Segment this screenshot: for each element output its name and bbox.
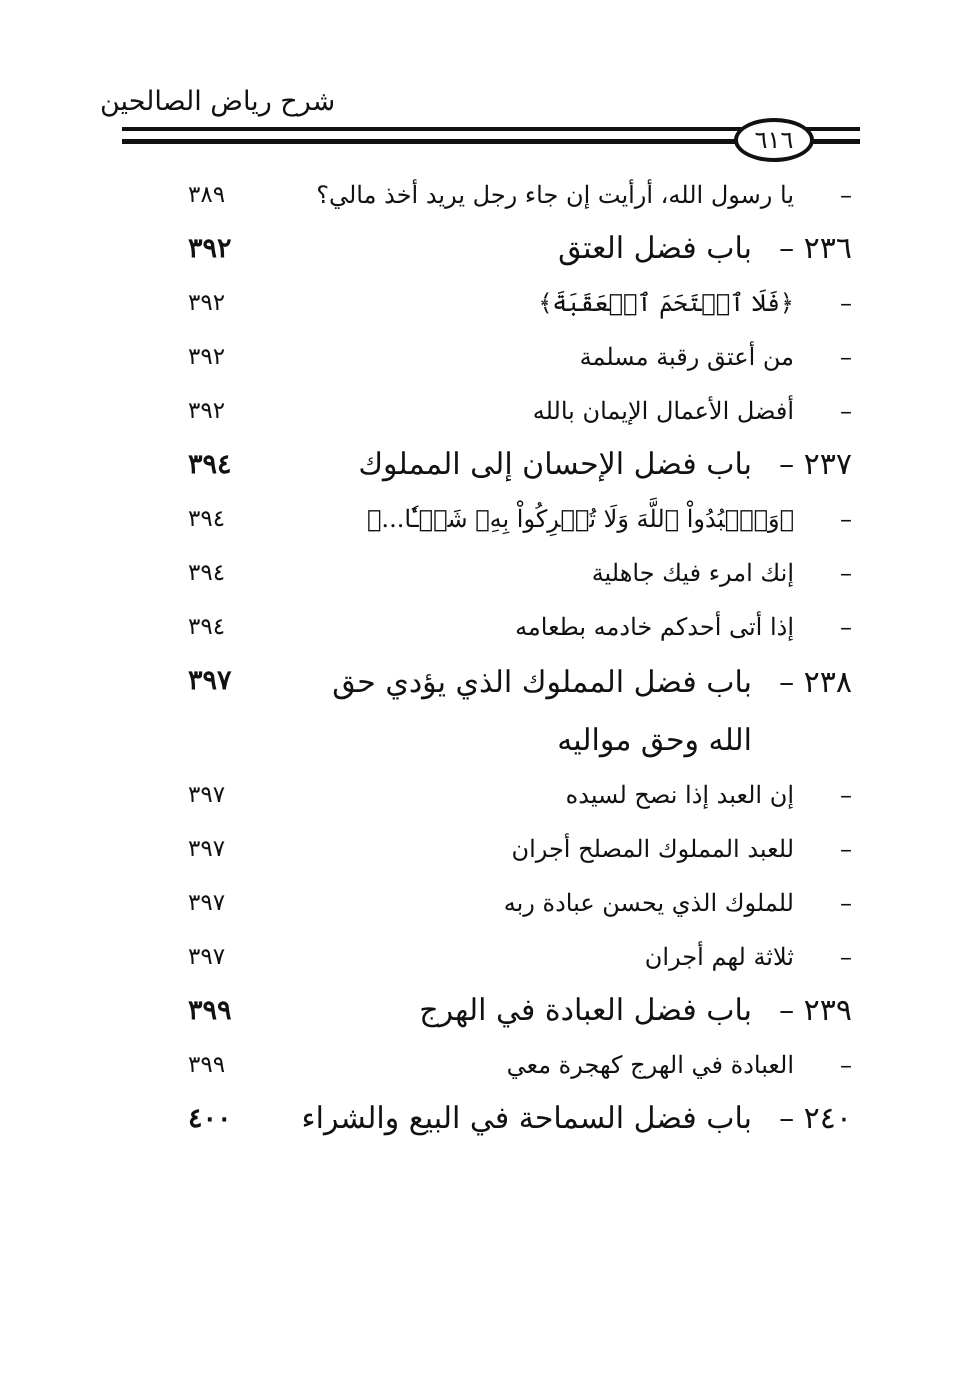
toc-chapter <box>140 654 870 768</box>
entry-title: ﴿وَٱعۡبُدُواْ ٱللَّهَ وَلَا تُشۡرِكُواْ بِهِۦ شَيۡـٔٗا...﴾ <box>367 505 794 533</box>
entry-marker: – <box>840 835 852 863</box>
chapter-page-number: ٤٠٠ <box>188 1103 232 1134</box>
entry-page-number: ٣٩٢ <box>188 344 226 370</box>
entry-marker: – <box>840 781 852 809</box>
toc-entry <box>140 876 870 930</box>
entry-page-number: ٣٩٧ <box>188 836 226 862</box>
entry-page-number: ٣٨٩ <box>188 182 226 208</box>
chapter-number: ٢٤٠ – <box>779 1101 852 1136</box>
entry-title: إذا أتى أحدكم خادمه بطعامه <box>515 613 794 641</box>
entry-marker: – <box>840 613 852 641</box>
entry-marker: – <box>840 889 852 917</box>
toc-entry <box>140 822 870 876</box>
entry-title: إن العبد إذا نصح لسيده <box>565 781 794 809</box>
entry-title: للعبد المملوك المصلح أجران <box>511 835 794 863</box>
toc-entry <box>140 768 870 822</box>
entry-marker: – <box>840 397 852 425</box>
page-number-badge: ٦١٦ <box>734 118 814 162</box>
entry-page-number: ٣٩٤ <box>188 614 226 640</box>
entry-page-number: ٣٩٤ <box>188 506 226 532</box>
toc-entry <box>140 384 870 438</box>
entry-title: ثلاثة لهم أجران <box>644 943 794 971</box>
entry-title: العبادة في الهرج كهجرة معي <box>506 1051 794 1079</box>
chapter-page-number: ٣٩٢ <box>188 233 232 264</box>
chapter-page-number: ٣٩٩ <box>188 995 232 1026</box>
chapter-title: باب فضل الإحسان إلى المملوك <box>358 447 752 482</box>
running-header-title: شرح رياض الصالحين <box>100 86 336 117</box>
chapter-page-number: ٣٩٧ <box>188 665 232 696</box>
entry-page-number: ٣٩٢ <box>188 290 226 316</box>
chapter-page-number: ٣٩٤ <box>188 449 232 480</box>
entry-page-number: ٣٩٧ <box>188 944 226 970</box>
toc-chapter <box>140 1092 870 1146</box>
toc-entry <box>140 546 870 600</box>
entry-page-number: ٣٩٧ <box>188 782 226 808</box>
entry-page-number: ٣٩٤ <box>188 560 226 586</box>
entry-marker: – <box>840 289 852 317</box>
entry-page-number: ٣٩٢ <box>188 398 226 424</box>
chapter-title: باب فضل العتق <box>558 231 752 266</box>
entry-marker: – <box>840 1051 852 1079</box>
entry-title: إنك امرء فيك جاهلية <box>591 559 794 587</box>
entry-marker: – <box>840 559 852 587</box>
toc-entry <box>140 492 870 546</box>
toc-entry <box>140 600 870 654</box>
toc-chapter <box>140 222 870 276</box>
chapter-number: ٢٣٧ – <box>779 447 852 482</box>
table-of-contents <box>140 168 870 1146</box>
entry-marker: – <box>840 943 852 971</box>
chapter-title: باب فضل السماحة في البيع والشراء <box>301 1101 752 1136</box>
entry-title: للملوك الذي يحسن عبادة ربه <box>503 889 794 917</box>
entry-title: يا رسول الله، أرأيت إن جاء رجل يريد أخذ مالي؟ <box>316 181 794 209</box>
toc-entry <box>140 276 870 330</box>
toc-entry <box>140 330 870 384</box>
toc-entry <box>140 1038 870 1092</box>
toc-entry <box>140 930 870 984</box>
entry-title: ﴿فَلَا ٱقۡتَحَمَ ٱلۡعَقَبَةَ﴾ <box>538 289 794 317</box>
chapter-title: باب فضل المملوك الذي يؤدي حق الله وحق مواليه <box>332 665 752 758</box>
chapter-number: ٢٣٦ – <box>779 231 852 266</box>
entry-title: من أعتق رقبة مسلمة <box>579 343 794 371</box>
toc-chapter <box>140 438 870 492</box>
chapter-number: ٢٣٨ – <box>779 665 852 700</box>
entry-page-number: ٣٩٩ <box>188 1052 226 1078</box>
entry-marker: – <box>840 343 852 371</box>
entry-page-number: ٣٩٧ <box>188 890 226 916</box>
entry-marker: – <box>840 181 852 209</box>
toc-chapter <box>140 984 870 1038</box>
chapter-number: ٢٣٩ – <box>779 993 852 1028</box>
chapter-title: باب فضل العبادة في الهرج <box>419 993 752 1028</box>
toc-entry <box>140 168 870 222</box>
entry-title: أفضل الأعمال الإيمان بالله <box>532 397 794 425</box>
entry-marker: – <box>840 505 852 533</box>
